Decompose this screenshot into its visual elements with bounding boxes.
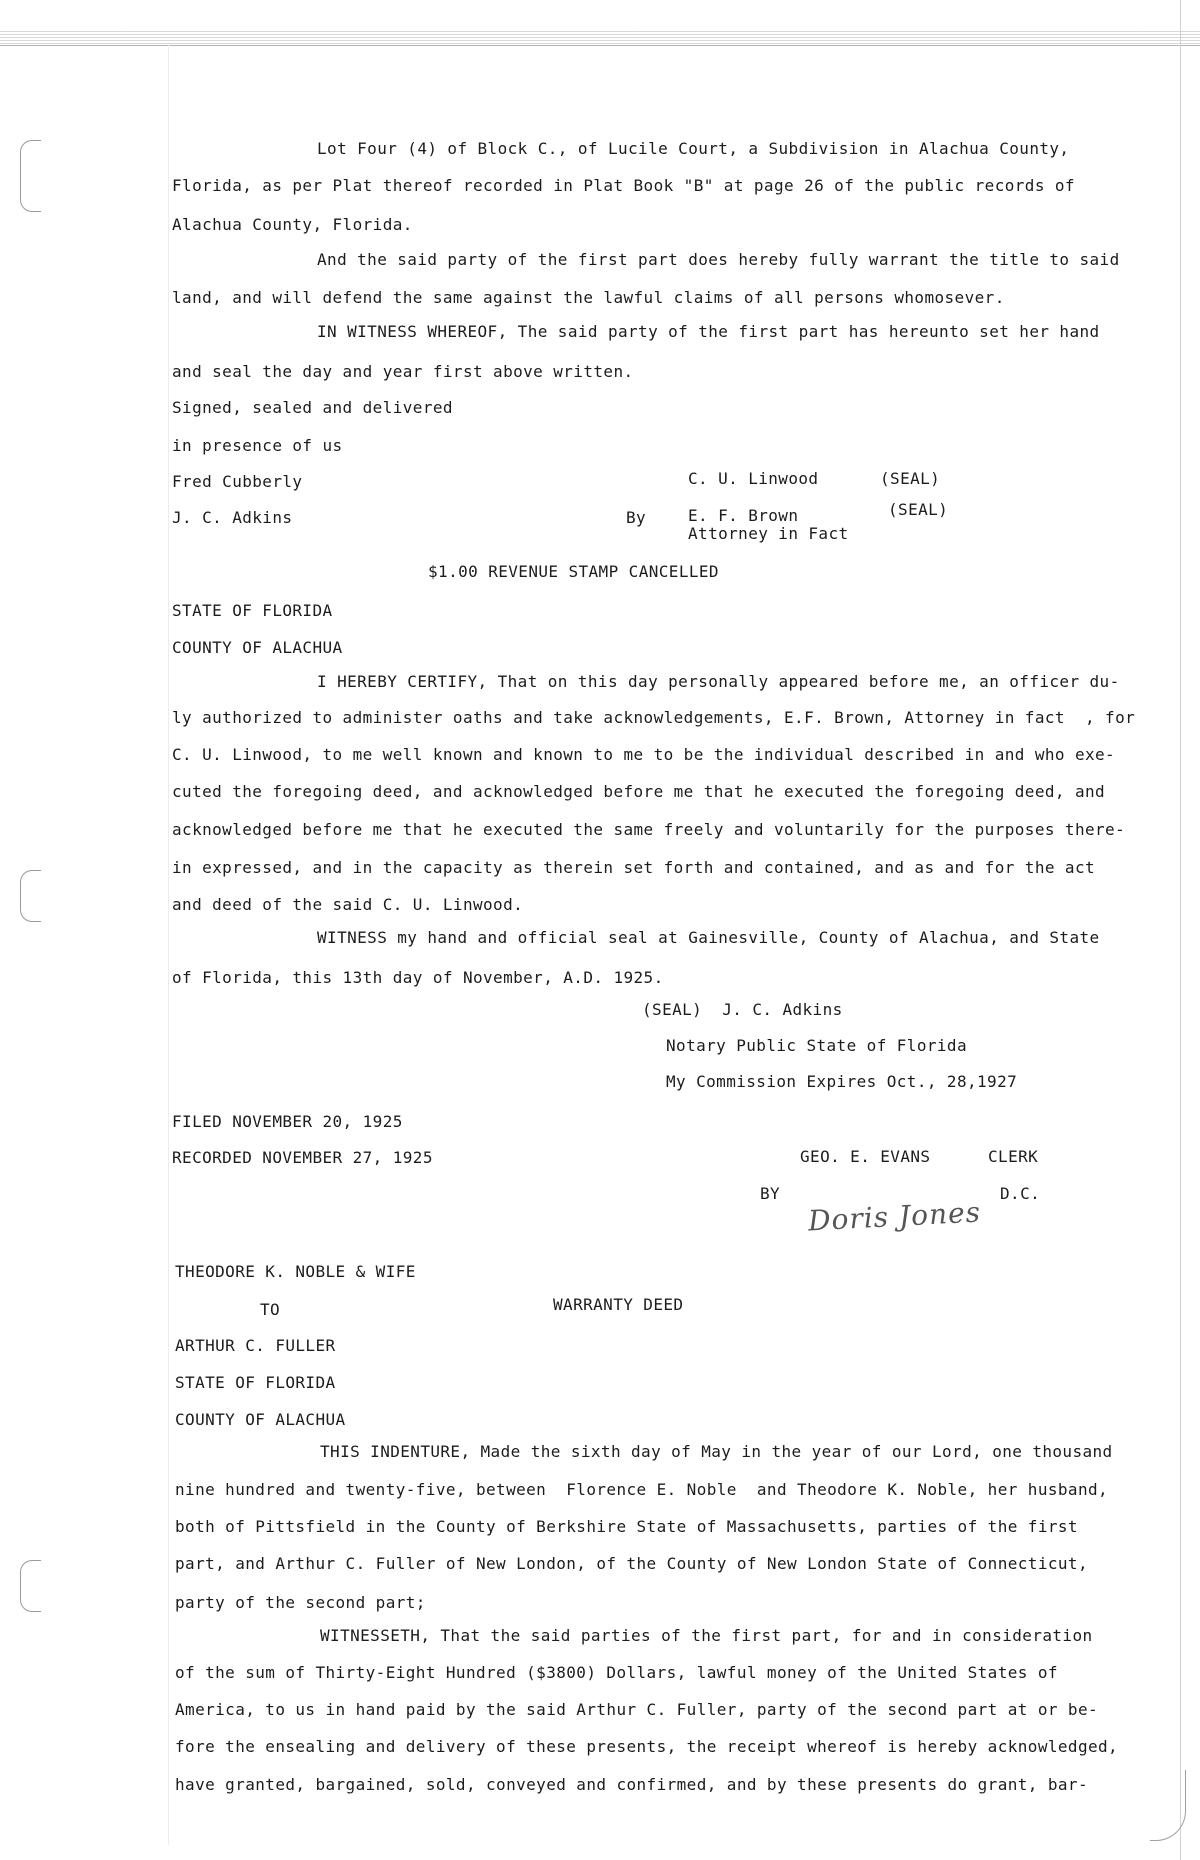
cert-line: C. U. Linwood, to me well known and known to me to be the individual described in and who exe- <box>172 745 1116 764</box>
cert-line: cuted the foregoing deed, and acknowledged before me that he executed the foregoing deed, and <box>172 782 1106 801</box>
scan-margin-line <box>168 45 169 1845</box>
binder-hole-mark <box>20 140 41 212</box>
indenture-line: part, and Arthur C. Fuller of New London, of the County of New London State of Connecticut, <box>175 1554 1088 1573</box>
witness-name: Fred Cubberly <box>172 472 303 491</box>
party-one: THEODORE K. NOBLE & WIFE <box>175 1262 416 1281</box>
body-line: And the said party of the first part does hereby fully warrant the title to said <box>317 250 1120 269</box>
body-line: Lot Four (4) of Block C., of Lucile Court, a Subdivision in Alachua County, <box>317 139 1070 158</box>
cert-line: ly authorized to administer oaths and take acknowledgements, E.F. Brown, Attorney in fact , for <box>172 708 1136 727</box>
witnesseth-line: WITNESSETH, That the said parties of the first part, for and in consideration <box>320 1626 1093 1645</box>
attorney-title: Attorney in Fact <box>688 524 849 543</box>
witnesseth-line: of the sum of Thirty-Eight Hundred ($3800) Dollars, lawful money of the United States of <box>175 1663 1058 1682</box>
indenture-line: nine hundred and twenty-five, between Florence E. Noble and Theodore K. Noble, her husband, <box>175 1480 1109 1499</box>
body-line: land, and will defend the same against the lawful claims of all persons whomosever. <box>172 288 1005 307</box>
state-heading: STATE OF FLORIDA <box>175 1373 336 1392</box>
indenture-line: THIS INDENTURE, Made the sixth day of May in the year of our Lord, one thousand <box>320 1442 1113 1461</box>
witness-line: of Florida, this 13th day of November, A.D. 1925. <box>172 968 664 987</box>
body-line: IN WITNESS WHEREOF, The said party of the first part has hereunto set her hand <box>317 322 1100 341</box>
state-heading: STATE OF FLORIDA <box>172 601 333 620</box>
indenture-line: party of the second part; <box>175 1593 426 1612</box>
binder-hole-mark <box>20 1560 41 1612</box>
by-label: By <box>626 508 647 527</box>
dc-label: D.C. <box>1000 1184 1041 1203</box>
witnesseth-line: America, to us in hand paid by the said Arthur C. Fuller, party of the second part at or be- <box>175 1700 1099 1719</box>
deed-title: WARRANTY DEED <box>553 1295 684 1314</box>
grantor-name: C. U. Linwood <box>688 469 819 488</box>
county-heading: COUNTY OF ALACHUA <box>172 638 343 657</box>
witness-name: J. C. Adkins <box>172 508 293 527</box>
binder-hole-mark <box>20 870 41 922</box>
to-label: TO <box>260 1300 281 1319</box>
clerk-signature: Doris Jones <box>807 1195 982 1238</box>
indenture-line: both of Pittsfield in the County of Berkshire State of Massachusetts, parties of the first <box>175 1517 1078 1536</box>
revenue-stamp-note: $1.00 REVENUE STAMP CANCELLED <box>428 562 719 581</box>
body-line: Florida, as per Plat thereof recorded in Plat Book "B" at page 26 of the public records of <box>172 176 1075 195</box>
body-line: and seal the day and year first above written. <box>172 362 634 381</box>
notary-line: My Commission Expires Oct., 28,1927 <box>666 1072 1018 1091</box>
cert-line: in expressed, and in the capacity as therein set forth and contained, and as and for the act <box>172 858 1096 877</box>
witnesseth-line: fore the ensealing and delivery of these presents, the receipt whereof is hereby acknowledged, <box>175 1737 1119 1756</box>
party-two: ARTHUR C. FULLER <box>175 1336 336 1355</box>
scan-right-edge <box>1180 0 1181 1860</box>
witness-line: WITNESS my hand and official seal at Gainesville, County of Alachua, and State <box>317 928 1100 947</box>
seal-label: (SEAL) <box>888 500 949 519</box>
filed-date: FILED NOVEMBER 20, 1925 <box>172 1112 403 1131</box>
recorded-date: RECORDED NOVEMBER 27, 1925 <box>172 1148 433 1167</box>
by-label: BY <box>760 1184 781 1203</box>
witnesseth-line: have granted, bargained, sold, conveyed and confirmed, and by these presents do grant, bar- <box>175 1775 1088 1794</box>
clerk-name: GEO. E. EVANS <box>800 1147 931 1166</box>
signed-line: Signed, sealed and delivered <box>172 398 453 417</box>
cert-line: and deed of the said C. U. Linwood. <box>172 895 524 914</box>
body-line: Alachua County, Florida. <box>172 215 413 234</box>
notary-line: (SEAL) J. C. Adkins <box>642 1000 843 1019</box>
notary-line: Notary Public State of Florida <box>666 1036 967 1055</box>
cert-line: I HEREBY CERTIFY, That on this day personally appeared before me, an officer du- <box>317 672 1120 691</box>
attorney-name: E. F. Brown <box>688 506 799 525</box>
scan-top-band <box>0 30 1200 44</box>
scan-top-line <box>0 45 1200 46</box>
cert-line: acknowledged before me that he executed the same freely and voluntarily for the purposes there- <box>172 820 1126 839</box>
county-heading: COUNTY OF ALACHUA <box>175 1410 346 1429</box>
clerk-title: CLERK <box>988 1147 1039 1166</box>
seal-label: (SEAL) <box>880 469 941 488</box>
signed-line: in presence of us <box>172 436 343 455</box>
